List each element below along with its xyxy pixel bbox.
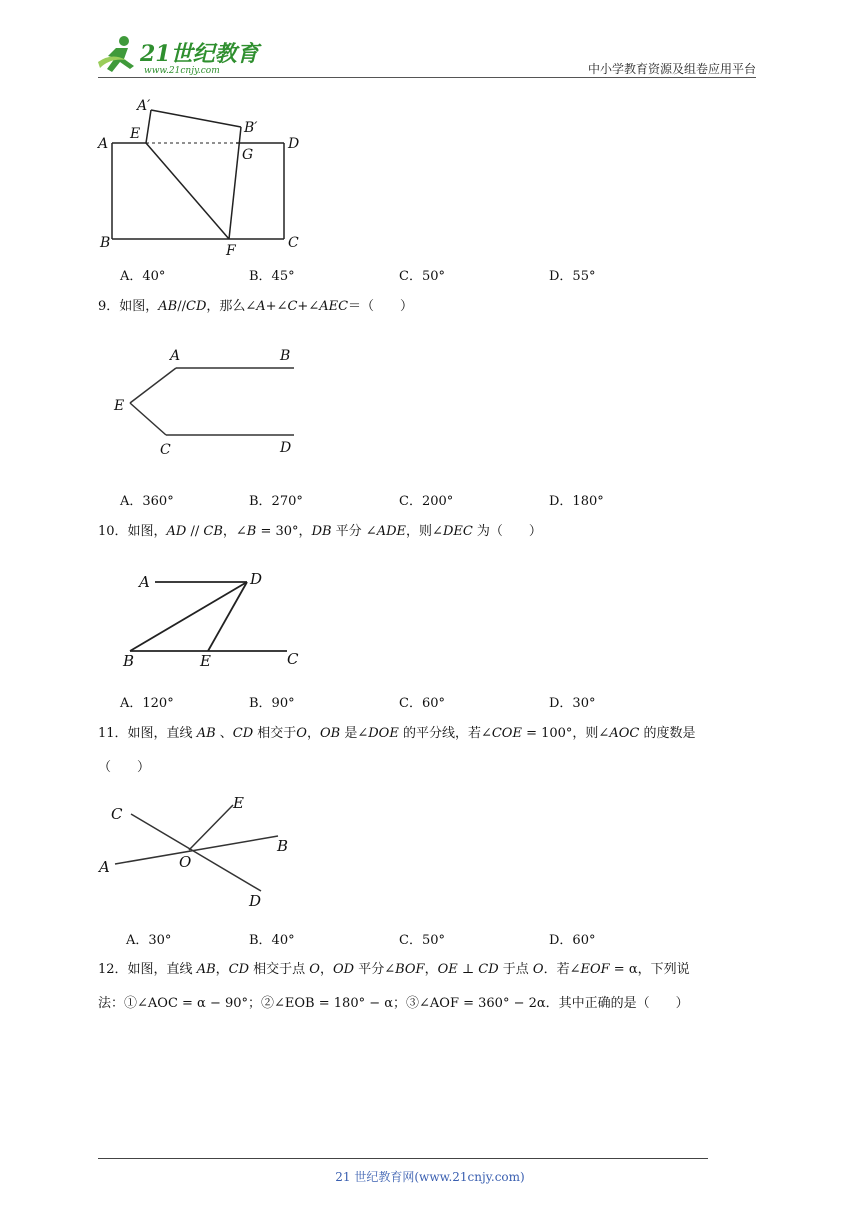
question-11: 11．如图，直线 AB 、CD 相交于O，OB 是∠DOE 的平分线，若∠COE = 100°，则∠AOC 的度数是: [98, 726, 696, 741]
runner-icon: [98, 36, 134, 72]
q10-option-d[interactable]: D．30°: [549, 696, 596, 711]
label-D: D: [288, 136, 300, 152]
footer-divider: [98, 1158, 708, 1159]
q9-label-A: A: [170, 348, 181, 364]
header-divider: [98, 77, 756, 78]
label-B-prime: B′: [244, 120, 258, 136]
q10-label-B: B: [123, 652, 135, 670]
q11-label-A: A: [99, 858, 110, 876]
q9-label-C: C: [160, 442, 171, 458]
q9-option-b[interactable]: B．270°: [249, 494, 303, 509]
label-C: C: [288, 235, 299, 251]
q9-option-d[interactable]: D．180°: [549, 494, 604, 509]
q11-option-d[interactable]: D．60°: [549, 933, 596, 948]
q8-option-c[interactable]: C．50°: [399, 269, 445, 284]
question-11-line2: （ ）: [98, 760, 151, 775]
q9-label-E: E: [114, 398, 125, 414]
q11-label-C: C: [111, 805, 123, 823]
site-logo: [94, 32, 264, 76]
figure-q10: [115, 565, 315, 673]
label-E: E: [130, 126, 141, 142]
figure-q11: [95, 790, 305, 915]
label-A: A: [98, 136, 109, 152]
figure-fold-rectangle: [90, 92, 320, 262]
label-G: G: [242, 147, 254, 163]
q10-option-c[interactable]: C．60°: [399, 696, 445, 711]
footer-text[interactable]: 21 世纪教育网(www.21cnjy.com): [335, 1170, 525, 1184]
logo-url: www.21cnjy.com: [144, 66, 220, 76]
q10-label-D: D: [250, 570, 263, 588]
question-12: 12．如图，直线 AB，CD 相交于点 O，OD 平分∠BOF，OE ⊥ CD 于点 O．若∠EOF = α，下列说: [98, 962, 690, 977]
question-10: 10．如图，AD // CB，∠B = 30°，DB 平分 ∠ADE，则∠DEC 为（ ）: [98, 524, 542, 539]
platform-text: 中小学教育资源及组卷应用平台: [587, 62, 756, 76]
q9-label-D: D: [280, 440, 292, 456]
q11-label-O: O: [179, 853, 192, 871]
question-12-line2: 法：①∠AOC = α − 90°；②∠EOB = 180° − α；③∠AOF = 360° − 2α．其中正确的是（ ）: [98, 996, 689, 1011]
q10-label-A: A: [139, 573, 150, 591]
q10-option-a[interactable]: A．120°: [120, 696, 174, 711]
label-B: B: [100, 235, 111, 251]
q9-label-B: B: [280, 348, 291, 364]
q11-label-D: D: [249, 892, 262, 910]
q8-option-a[interactable]: A．40°: [120, 269, 166, 284]
logo-text: 21世纪教育: [140, 41, 259, 67]
question-9: 9．如图，AB//CD，那么∠A+∠C+∠AEC＝（ ）: [98, 299, 414, 314]
q10-label-E: E: [200, 652, 211, 670]
q8-option-b[interactable]: B．45°: [249, 269, 295, 284]
q11-label-B: B: [277, 837, 289, 855]
q8-option-d[interactable]: D．55°: [549, 269, 596, 284]
q11-label-E: E: [233, 794, 244, 812]
figure-q9: [108, 340, 308, 464]
q11-option-c[interactable]: C．50°: [399, 933, 445, 948]
q9-option-a[interactable]: A．360°: [120, 494, 174, 509]
label-A-prime: A′: [137, 98, 151, 114]
q10-label-C: C: [287, 650, 299, 668]
q11-option-a[interactable]: A．30°: [126, 933, 172, 948]
q11-option-b[interactable]: B．40°: [249, 933, 295, 948]
q9-option-c[interactable]: C．200°: [399, 494, 454, 509]
q10-option-b[interactable]: B．90°: [249, 696, 295, 711]
label-F: F: [226, 243, 236, 259]
